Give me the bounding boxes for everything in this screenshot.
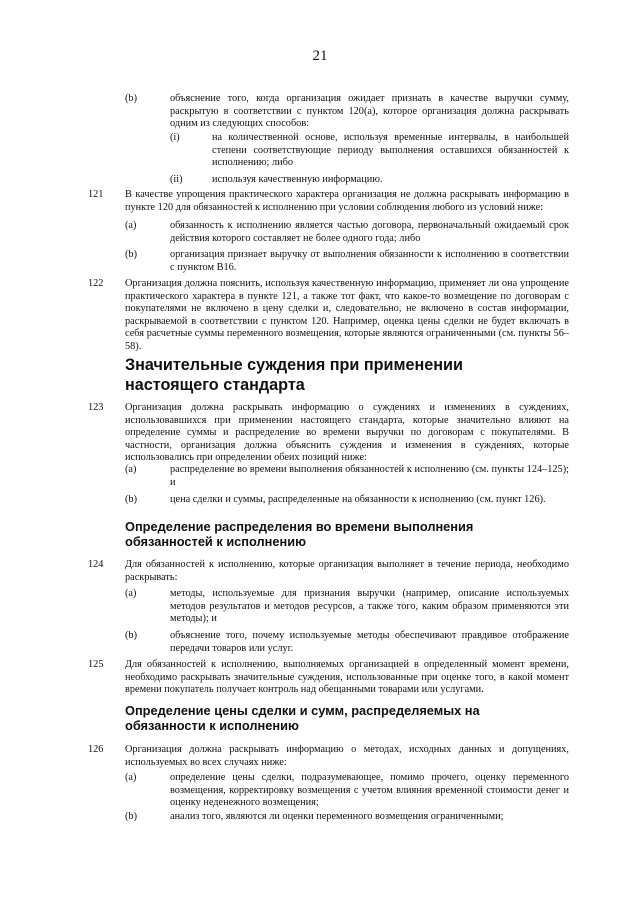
paragraph-number: 123 bbox=[88, 402, 104, 413]
list-item-text: организация признает выручку от выполнения обязанности к исполнению в соответствии с пунктом B16. bbox=[170, 249, 569, 273]
item-marker: (b) bbox=[125, 630, 138, 641]
subsection-heading: Определение распределения во времени выполнения обязанностей к исполнению bbox=[125, 519, 474, 549]
list-item-text: определение цены сделки, подразумевающее, помимо прочего, оценку переменного возмещения, корректировку возмещения с учетом влияния временной стоимости денег и оценку неденежного возмещения; bbox=[170, 772, 569, 809]
page-number: 21 bbox=[312, 48, 328, 64]
list-item-text: используя качественную информацию. bbox=[212, 174, 383, 185]
list-item-text: объяснение того, когда организация ожидает признать в качестве выручки сумму, раскрытую в соответствии с пунктом 120(a), которое организация должна раскрывать одним из следующих способов: bbox=[170, 93, 569, 130]
paragraph-text: Организация должна раскрывать информацию о суждениях и изменениях в суждениях, использовавшихся при применении настоящего стандарта, которые значительно влияют на определение суммы и распределение во времени выручки по договорам с покупателями. В частности, организация должна объяснить суждения и изменения в суждениях, которые использовались при определении обеих позиций ниже: bbox=[125, 402, 569, 464]
list-item-text: цена сделки и суммы, распределенные на обязанности к исполнению (см. пункт 126). bbox=[170, 494, 546, 505]
paragraph-number: 122 bbox=[88, 278, 104, 289]
paragraph-number: 125 bbox=[88, 659, 104, 670]
list-item-text: объяснение того, почему используемые методы обеспечивают правдивое отображение передачи товаров или услуг. bbox=[170, 630, 569, 654]
paragraph-number: 121 bbox=[88, 189, 104, 200]
item-marker: (b) bbox=[125, 93, 138, 104]
item-marker: (b) bbox=[125, 811, 138, 822]
item-marker: (b) bbox=[125, 249, 138, 260]
paragraph-text: Для обязанностей к исполнению, которые организация выполняет в течение периода, необходимо раскрывать: bbox=[125, 559, 569, 583]
item-marker: (a) bbox=[125, 588, 137, 599]
list-item-text: распределение во времени выполнения обязанностей к исполнению (см. пункты 124–125); и bbox=[170, 464, 569, 488]
subsection-heading: Определение цены сделки и сумм, распределяемых на обязанности к исполнению bbox=[125, 703, 480, 733]
item-marker: (a) bbox=[125, 464, 137, 475]
list-item-text: на количественной основе, используя временные интервалы, в наибольшей степени соответствующие периоду выполнения оставшихся обязанностей к исполнению; либо bbox=[212, 132, 569, 169]
paragraph-text: Для обязанностей к исполнению, выполняемых организацией в определенный момент времени, необходимо раскрывать значительные суждения, использованные при оценке того, в какой момент времени покупатель получает контроль над обещанными товарами или услугами. bbox=[125, 659, 569, 696]
paragraph-number: 124 bbox=[88, 559, 104, 570]
list-item-text: обязанность к исполнению является частью договора, первоначальный ожидаемый срок действия которого составляет не более одного года; либо bbox=[170, 220, 569, 244]
item-marker: (ii) bbox=[170, 174, 183, 185]
paragraph-text: В качестве упрощения практического характера организация не должна раскрывать информацию в пункте 120 для обязанностей к исполнению при условии соблюдения любого из условий ниже: bbox=[125, 189, 569, 213]
item-marker: (b) bbox=[125, 494, 138, 505]
item-marker: (a) bbox=[125, 772, 137, 783]
list-item-text: анализ того, являются ли оценки переменного возмещения ограниченными; bbox=[170, 811, 504, 822]
item-marker: (a) bbox=[125, 220, 137, 231]
paragraph-text: Организация должна раскрывать информацию о методах, исходных данных и допущениях, используемых во всех случаях ниже: bbox=[125, 744, 569, 768]
list-item-text: методы, используемые для признания выручки (например, описание используемых методов результатов и методов ресурсов, а также того, каким образом применяются эти методы); и bbox=[170, 588, 569, 625]
paragraph-text: Организация должна пояснить, используя качественную информацию, применяет ли она упрощение практического характера в пункте 121, а также тот факт, что какое-то возмещение по договорам с покупателями не включено в цену сделки и, следовательно, не включено в состав информации, раскрываемой в соответствии с пунктом 120. Например, оценка цены сделки не будет включать в себя расчетные суммы переменного возмещения, которые являются ограниченными (см. пункты 56–58). bbox=[125, 278, 569, 352]
paragraph-number: 126 bbox=[88, 744, 104, 755]
section-heading: Значительные суждения при применении настоящего стандарта bbox=[125, 356, 463, 394]
item-marker: (i) bbox=[170, 132, 180, 143]
